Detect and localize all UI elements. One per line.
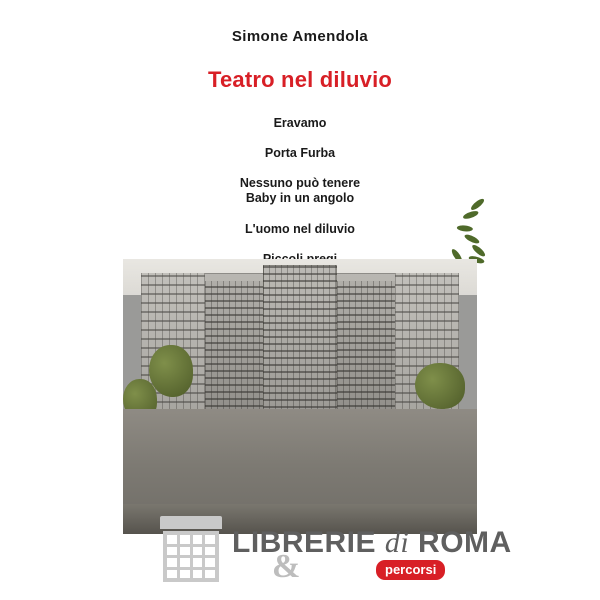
tree <box>415 363 465 409</box>
cover-photograph <box>123 259 477 534</box>
play-title: Porta Furba <box>264 146 336 161</box>
book-title: Teatro nel diluvio <box>207 67 393 92</box>
watermark-logo <box>0 508 600 594</box>
play-title: L'uomo nel diluvio <box>245 221 355 236</box>
book-cover <box>113 6 487 586</box>
list-item <box>113 117 487 130</box>
building-tower <box>263 265 337 415</box>
branch-decoration <box>413 202 485 264</box>
brand-city: ROMA <box>418 526 512 559</box>
status-badge: percorsi <box>376 560 445 580</box>
play-title: Nessuno può tenere <box>239 176 361 191</box>
play-title: Eravamo <box>273 116 327 130</box>
window-grid <box>263 265 337 415</box>
brand-di: di <box>384 526 410 559</box>
ampersand-icon: & <box>272 548 301 585</box>
list-item <box>113 147 487 160</box>
tree <box>149 345 193 397</box>
brand-main: LIBRERIE <box>232 526 377 559</box>
building <box>141 273 459 421</box>
brand-wordmark <box>232 526 512 560</box>
play-subtitle: Baby in un angolo <box>245 191 355 206</box>
bookshelf-icon <box>160 516 222 582</box>
author-name: Simone Amendola <box>231 28 369 45</box>
